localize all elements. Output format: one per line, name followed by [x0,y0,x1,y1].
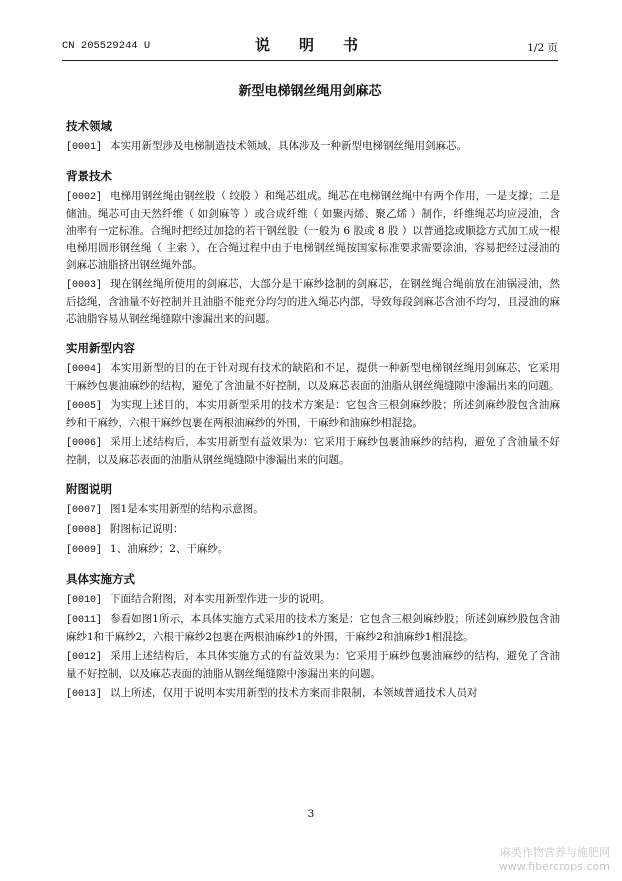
paragraph-number: [0006] [66,438,103,449]
document-type: 说 明 书 [254,36,365,54]
paragraph-text: 现在钢丝绳所使用的剑麻芯，大部分是干麻纱捻制的剑麻芯，在钢丝绳合绳前放在油锅浸油，然后捻绳，含油量不好控制并且油脂不能充分均匀的进入绳芯内部，导致每段剑麻芯含油不均匀，且浸油的麻芯油脂容易从钢丝绳缝隙中渗漏出来的问题。 [66,278,560,325]
section-heading: 具体实施方式 [66,572,135,586]
paragraph-text: 本实用新型涉及电梯制造技术领域，具体涉及一种新型电梯钢丝绳用剑麻芯。 [110,140,468,152]
paragraph-text: 附图标记说明： [110,523,184,535]
paragraph-text: 电梯用钢丝绳由钢丝股（ 绞股 ）和绳芯组成。绳芯在电梯钢丝绳中有两个作用，一是支撑；二是储油。绳芯可由天然纤维（ 如剑麻等 ）或合成纤维（ 如聚丙烯、聚乙烯 ）制作，纤维绳芯均应浸油，含油率有一定标准。合绳时把经过加捻的若干钢丝股（一般为 6 股或 8 股 ）以普通捻或顺捻方式加工成一根电梯用圆形钢丝绳（ 主索 ），在合绳过程中由于电梯钢丝绳按国家标准要求需要涂油，容易把经过浸油的剑麻芯油脂挤出钢丝绳外部。 [66,190,560,271]
paragraph-number: [0012] [66,652,103,663]
paragraph [66,611,560,646]
page-number: 3 [307,808,315,820]
document-title: 新型电梯钢丝绳用剑麻芯 [238,84,382,99]
paragraph [66,360,560,395]
paragraph-number: [0002] [66,192,103,203]
section [66,168,560,328]
paragraph [66,685,560,703]
document-body [66,118,560,715]
paragraph-text: 为实现上述目的，本实用新型采用的技术方案是：它包含三根剑麻纱股；所述剑麻纱股包含油麻纱和干麻纱，六根干麻纱包裹在两根油麻纱的外围，干麻纱和油麻纱相混捻。 [66,399,560,429]
paragraph-number: [0008] [66,525,103,536]
watermark-line-1: 麻类作物营养与施肥网 [500,846,610,859]
section [66,481,560,559]
page-header [62,34,558,61]
section [66,571,560,703]
paragraph-text: 本实用新型的目的在于针对现有技术的缺陷和不足，提供一种新型电梯钢丝绳用剑麻芯，它采用干麻纱包裹油麻纱的结构，避免了含油量不好控制，以及麻芯表面的油脂从钢丝绳缝隙中渗漏出来的问题。 [66,362,560,392]
paragraph [66,188,560,274]
watermark [480,846,610,874]
paragraph [66,434,560,469]
paragraph [66,541,560,559]
paragraph-number: [0005] [66,401,103,412]
section [66,118,560,156]
paragraph-number: [0009] [66,545,103,556]
publication-number: CN 205529244 U [62,40,151,52]
paragraph [66,591,560,609]
section-heading: 实用新型内容 [66,341,135,355]
section-heading: 技术领域 [66,119,112,133]
paragraph [66,397,560,432]
paragraph-text: 采用上述结构后，本实用新型有益效果为：它采用于麻纱包裹油麻纱的结构，避免了含油量不好控制，以及麻芯表面的油脂从钢丝绳缝隙中渗漏出来的问题。 [66,436,560,466]
paragraph-number: [0011] [66,615,103,626]
section-heading: 背景技术 [66,169,112,183]
paragraph [66,521,560,539]
paragraph [66,648,560,683]
paragraph [66,276,560,328]
paragraph-text: 下面结合附图，对本实用新型作进一步的说明。 [110,593,331,605]
page-info: 1/2 页 [527,42,558,54]
paragraph-number: [0007] [66,505,103,516]
paragraph-text: 采用上述结构后，本具体实施方式的有益效果为：它采用于麻纱包裹油麻纱的结构，避免了含油量不好控制，以及麻芯表面的油脂从钢丝绳缝隙中渗漏出来的问题。 [66,650,560,680]
watermark-line-2: www.fibercrops.com [498,860,610,873]
section-heading: 附图说明 [66,482,112,496]
paragraph-text: 以上所述，仅用于说明本实用新型的技术方案而非限制，本领域普通技术人员对 [110,687,478,699]
paragraph-number: [0001] [66,142,103,153]
paragraph [66,138,560,156]
paragraph [66,501,560,519]
paragraph-text: 1、油麻纱；2、干麻纱。 [110,543,229,555]
paragraph-number: [0013] [66,689,103,700]
section [66,340,560,469]
paragraph-text: 参看如图1所示，本具体实施方式采用的技术方案是：它包含三根剑麻纱股；所述剑麻纱股包含油麻纱1和干麻纱2，六根干麻纱2包裹在两根油麻纱1的外围，干麻纱2和油麻纱1相混捻。 [66,613,560,643]
paragraph-number: [0003] [66,280,103,291]
paragraph-text: 图1是本实用新型的结构示意图。 [110,503,264,515]
paragraph-number: [0010] [66,595,103,606]
paragraph-number: [0004] [66,364,103,375]
